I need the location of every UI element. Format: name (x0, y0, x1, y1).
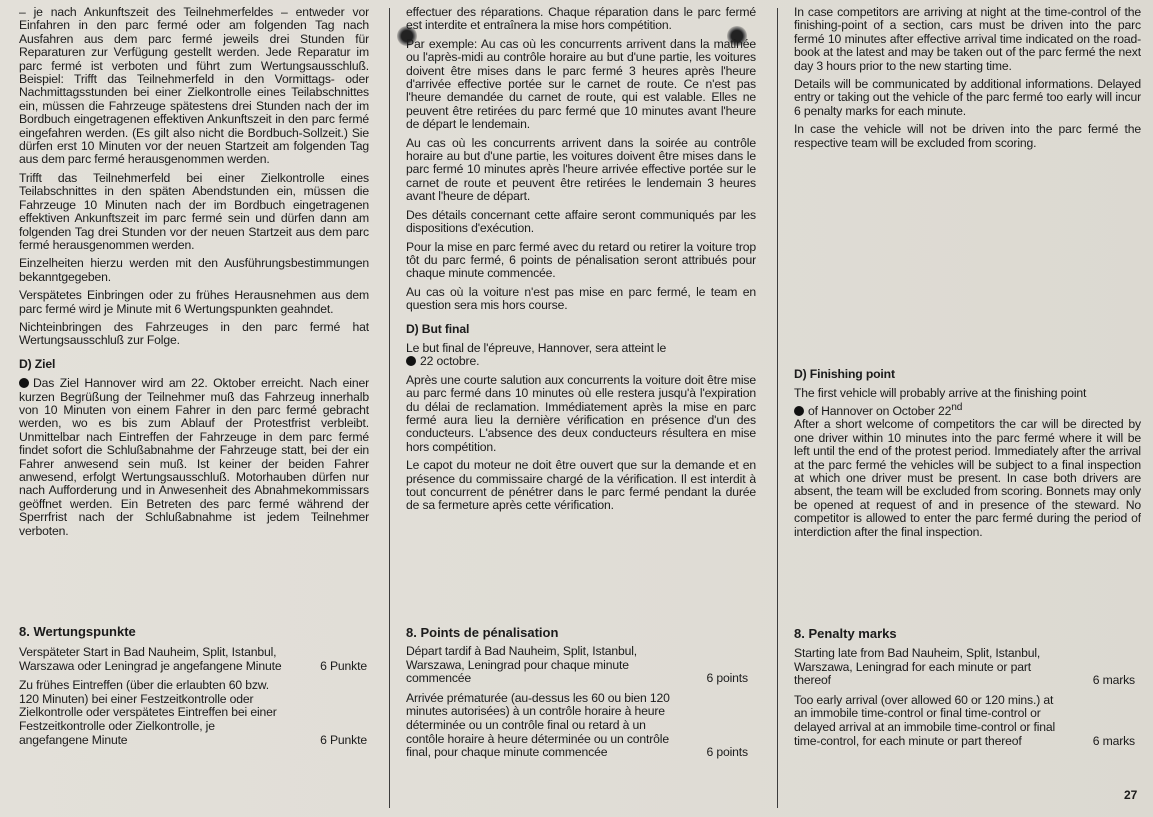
paragraph: Details will be communicated by additional informations. Delayed entry or taking out the vehicle of the parc fermé too early will incur 6 penalty marks for each minute. (794, 77, 1141, 118)
penalty-value: 6 Punkte (320, 658, 367, 673)
paragraph: – je nach Ankunftszeit des Teilnehmerfeldes – entweder vor Einfahren in den parc fermé oder am folgenden Tag nach Ausfahren aus dem parc fermé jeweils drei Stunden für Reparaturen zur Verfügung gestellt werden. Jede Reparatur im parc fermé ist verboten und führt zum Wertungsausschluß. Beispiel: Trifft das Teilnehmerfeld in den Vormittags- oder Nachmittagsstunden bei einer Zielkontrolle eines Teilabschnittes ein, müssen die Fahrzeuge spätestens drei Stunden nach der im Bordbuch eingetragenen effektiven Ankunftszeit in den parc fermé eingefahren werden. (Es gilt also nicht die Bordbuch-Sollzeit.) Sie dürfen erst 10 Minuten vor der neuen Startzeit am folgenden Tag aus dem parc fermé herausgenommen werden. (19, 6, 369, 167)
finish-date-suffix: nd (951, 401, 963, 413)
penalty-item (19, 646, 367, 673)
section-title: 8. Points de pénalisation (406, 625, 559, 640)
column-divider (777, 8, 778, 808)
penalty-value: 6 marks (1092, 673, 1135, 688)
paragraph: Le capot du moteur ne doit être ouvert que sur la demande et en présence du commissaire chargé de la vérification. Il est interdit à tout concurrent de pénétrer dans le parc fermé pendant la durée de sa fermeture après cette vérification. (406, 458, 756, 513)
finish-text: Nach einer kurzen Begrüßung der Teilnehmer muß das Fahrzeug innerhalb von 10 Minuten von einem Fahrer in den parc fermé gebracht werden, wo es bis zum Ablauf der Protestfrist verbleibt. Unmittelbar nach Eintreffen der Fahrzeuge in dem parc fermé findet sofort die Schlußabnahme der Fahrzeuge statt, bei der ein Fahrer anwesend sein muß. Ist keiner der beiden Fahrer anwesend, erfolgt Wertungsausschluß. Motorhauben dürfen nur nach Aufforderung und in Anwesenheit des Abnahmekommissars geöffnet werden. Ein Betreten des parc fermé während der Sperrfrist nach der Schlußabnahme ist jedem Teilnehmer verboten. (19, 376, 369, 538)
column-divider (389, 8, 390, 808)
subheading: D) Ziel (19, 356, 56, 371)
paragraph: In case competitors are arriving at night at the time-control of the finishing-point of a section, cars must be driven into the parc fermé 10 minutes after effective arrival time indicated on the road-book at the latest and may be taken out of the parc fermé the next day 3 hours prior to the new starting time. (794, 6, 1141, 73)
section-title: 8. Wertungspunkte (19, 624, 136, 639)
penalty-value: 6 points (706, 671, 748, 686)
penalty-text: Arrivée prématurée (au-dessus les 60 ou bien 120 minutes autorisées) à un contrôle horaire à heure déterminée ou un contrôle final ou retard à un contôle horaire à heure déterminée ou un contrôle final, pour chaque minute commencée (406, 690, 670, 760)
penalty-text: Starting late from Bad Nauheim, Split, Istanbul, Warszawa, Leningrad for each minute or part thereof (794, 646, 1041, 688)
finish-date: of Hannover on October 22 (808, 403, 952, 418)
paragraph: Trifft das Teilnehmerfeld bei einer Zielkontrolle eines Teilabschnittes in den späten Abendstunden ein, müssen die Fahrzeuge 10 Minuten nach der im Bordbuch eingetragenen effektiven Ankunftszeit im parc fermé sein und dürfen dann am folgenden Tag drei Stunden vor der neuen Startzeit aus dem parc fermé herausgenommen werden. (19, 170, 369, 252)
penalty-list (406, 645, 748, 766)
finish-paragraph (406, 342, 756, 369)
paragraph: Nichteinbringen des Fahrzeuges in den parc fermé hat Wertungsausschluß zur Folge. (19, 319, 369, 348)
finish-lead: Das Ziel Hannover wird am 22. Oktober erreicht. (33, 376, 304, 391)
finish-paragraph (794, 387, 1141, 539)
paragraph: Verspätetes Einbringen oder zu frühes Herausnehmen aus dem parc fermé wird je Minute mit 6 Wertungspunkten geahndet. (19, 288, 369, 316)
bullet-icon (794, 406, 804, 416)
subheading: D) But final (406, 321, 470, 336)
paragraph: Au cas où la voiture n'est pas mise en parc fermé, le team en question sera mis hors course. (406, 284, 756, 313)
paragraph: Au cas où les concurrents arrivent dans la soirée au contrôle horaire au but d'une partie, les voitures doivent être mises dans le parc fermé 10 minutes après l'heure arrivée effective portée sur le carnet de route et peuvent être retirées le lendemain 3 heures avant l'heure de départ. (406, 135, 756, 204)
blank-space (794, 155, 1141, 358)
penalty-list (19, 646, 367, 753)
penalty-value: 6 marks (1092, 733, 1135, 748)
subheading: D) Finishing point (794, 367, 895, 382)
bullet-icon (19, 378, 29, 388)
section-title: 8. Penalty marks (794, 626, 897, 641)
penalty-value: 6 Punkte (320, 732, 367, 747)
finish-lead: The first vehicle will probably arrive at the finishing point (794, 386, 1087, 401)
penalty-value: 6 points (706, 745, 748, 760)
penalty-item (406, 692, 748, 760)
paragraph: In case the vehicle will not be driven into the parc fermé the respective team will be excluded from scoring. (794, 122, 1141, 150)
penalty-item (794, 694, 1135, 748)
penalty-text: Zu frühes Eintreffen (über die erlaubten 60 bzw. 120 Minuten) bei einer Festzeitkontrolle oder Zielkontrolle oder verspätetes Eintreffen bei einer Festzeitkontrolle oder Zielkontrolle, je angefangene Minute (19, 678, 277, 747)
penalty-item (794, 647, 1135, 688)
penalty-item (19, 679, 367, 747)
penalty-list (794, 647, 1135, 754)
finish-text: After a short welcome of competitors the car will be directed by one driver within 10 minutes into the parc fermé where it will be left until the end of the protest period. Immediately after the arrival at the parc fermé the vehicles will be subject to a final inspection at which one driver must be present. In case both drivers are absent, the team will be excluded from scoring. Bonnets may only be opened at request of and in presence of the steward. No competitor is allowed to enter the parc fermé during the period of interdiction after the final inspection. (794, 417, 1141, 539)
finish-lead: Le but final de l'épreuve, Hannover, sera atteint le (406, 340, 667, 355)
paragraph: Pour la mise en parc fermé avec du retard ou retirer la voiture trop tôt du parc fermé, 6 points de pénalisation seront attribués pour chaque minute commencée. (406, 239, 756, 281)
penalty-item (406, 645, 748, 686)
finish-date: 22 octobre. (420, 354, 480, 369)
paragraph: Des détails concernant cette affaire seront communiqués par les dispositions d'exécution. (406, 207, 756, 236)
bullet-icon (406, 356, 416, 366)
page-number: 27 (1124, 788, 1138, 802)
paragraph: effectuer des réparations. Chaque réparation dans le parc fermé est interdite et entraînera la mise hors compétition. (406, 6, 756, 33)
penalty-text: Départ tardif à Bad Nauheim, Split, Istanbul, Warszawa, Leningrad pour chaque minute commencée (406, 644, 638, 686)
penalty-text: Too early arrival (over allowed 60 or 120 mins.) at an immobile time-control or final time-control or delayed arrival at an immobile time-control or final time-control, for each minute or part thereof (794, 692, 1056, 748)
paragraph: Einzelheiten hierzu werden mit den Ausführungsbestimmungen bekanntgegeben. (19, 256, 369, 284)
penalty-text: Verspäteter Start in Bad Nauheim, Split, Istanbul, Warszawa oder Leningrad je angefangene Minute (19, 645, 282, 673)
paragraph: Par exemple: Au cas où les concurrents arrivent dans la matinée ou l'après-midi au contrôle horaire au but d'une partie, les voitures doivent être mises dans le parc fermé 3 heures après l'heure d'arrivée effective portée sur le carnet de route. Ce n'est pas l'heure demandée du carnet de route, qui est valable. Elles ne peuvent être retirées du parc fermé que 10 minutes avant l'heure de départ le lendemain. (406, 36, 756, 132)
finish-paragraph (19, 377, 369, 538)
paragraph: Après une courte salution aux concurrents la voiture doit être mise au parc fermé dans 10 minutes où elle restera jusqu'à l'expiration du délai de reclamation. Immédiatement après la mise en parc fermé aura lieu la dernière vérification en présence d'un des conducteurs. L'absence des deux conducteurs résultera en mise hors compétition. (406, 372, 756, 454)
